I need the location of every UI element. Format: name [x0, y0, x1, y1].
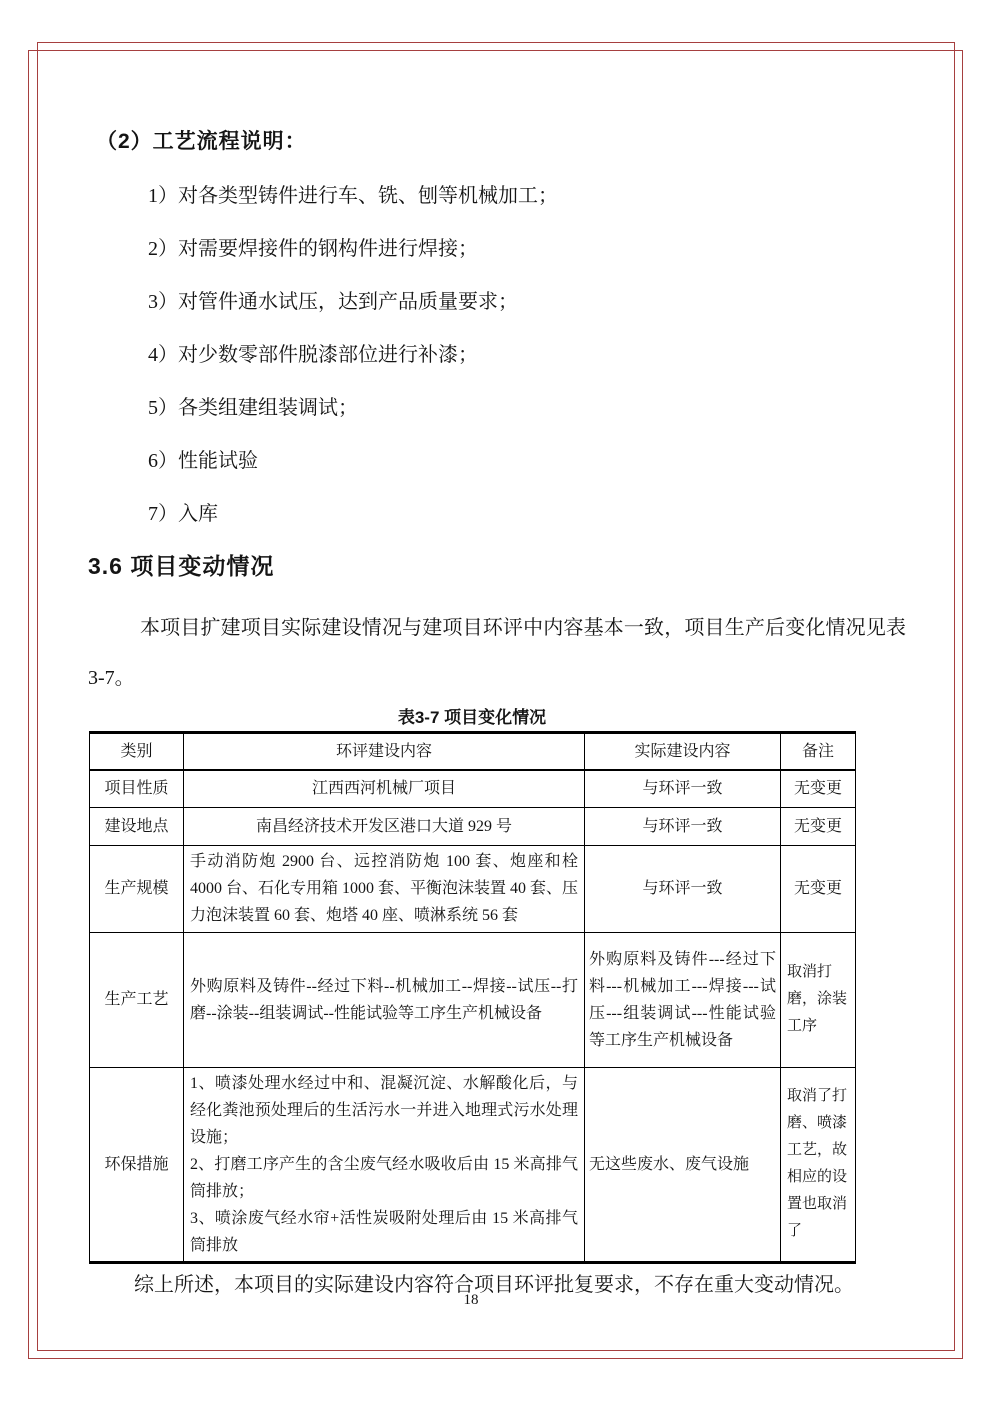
page-number: 18 [463, 1292, 479, 1308]
table-row [90, 807, 856, 845]
conclusion-text: 综上所述，本项目的实际建设内容符合项目环评批复要求，不存在重大变动情况。 [134, 1273, 854, 1296]
eia-measure-item: 1、喷漆处理水经过中和、混凝沉淀、水解酸化后，与经化粪池预处理后的生活污水一并进入地理式污水处理设施； [190, 1074, 578, 1146]
cell-category: 生产工艺 [90, 932, 184, 1067]
project-change-table [89, 731, 856, 1264]
header-actual-content: 实际建设内容 [585, 733, 781, 771]
table-row [90, 845, 856, 932]
eia-measure-item: 3、喷涂废气经水帘+活性炭吸附处理后由 15 米高排气筒排放 [190, 1209, 578, 1254]
cell-eia: 外购原料及铸件--经过下料--机械加工--焊接--试压--打磨--涂装--组装调试--性能试验等工序生产机械设备 [184, 932, 585, 1067]
process-steps-list [88, 183, 908, 527]
cell-remark: 取消了打磨、喷漆工艺，故相应的设置也取消了 [781, 1067, 856, 1262]
page-content [88, 0, 908, 1298]
cell-remark: 无变更 [781, 770, 856, 807]
cell-actual: 与环评一致 [585, 770, 781, 807]
cell-eia: 江西西河机械厂项目 [184, 770, 585, 807]
table-row [90, 932, 856, 1067]
process-step: 7）入库 [148, 503, 218, 525]
cell-remark: 无变更 [781, 845, 856, 932]
header-category: 类别 [90, 733, 184, 771]
cell-remark: 取消打磨，涂装工序 [781, 932, 856, 1067]
process-step: 4）对少数零部件脱漆部位进行补漆； [148, 344, 478, 366]
header-remark: 备注 [781, 733, 856, 771]
table-row [90, 1067, 856, 1262]
section-paragraph: 本项目扩建项目实际建设情况与建项目环评中内容基本一致，项目生产后变化情况见表 3-7。 [88, 617, 906, 689]
header-eia-content: 环评建设内容 [184, 733, 585, 771]
eia-measure-item: 2、打磨工序产生的含尘废气经水吸收后由 15 米高排气筒排放； [190, 1155, 578, 1200]
process-flow-heading: （2）工艺流程说明： [96, 130, 307, 153]
table-row [90, 770, 856, 807]
cell-actual: 外购原料及铸件---经过下料---机械加工---焊接---试压---组装调试---性能试验等工序生产机械设备 [585, 932, 781, 1067]
cell-eia: 南昌经济技术开发区港口大道 929 号 [184, 807, 585, 845]
section-heading-3-6: 3.6 项目变动情况 [88, 553, 275, 579]
process-step: 2）对需要焊接件的钢构件进行焊接； [148, 238, 478, 260]
cell-eia [184, 1067, 585, 1262]
table-caption: 表3-7 项目变化情况 [397, 708, 547, 727]
process-step: 6）性能试验 [148, 450, 258, 472]
cell-actual: 无这些废水、废气设施 [585, 1067, 781, 1262]
process-step: 5）各类组建组装调试； [148, 397, 358, 419]
cell-remark: 无变更 [781, 807, 856, 845]
table-header-row [90, 733, 856, 771]
cell-actual: 与环评一致 [585, 845, 781, 932]
cell-category: 建设地点 [90, 807, 184, 845]
process-step: 3）对管件通水试压，达到产品质量要求； [148, 291, 518, 313]
cell-eia: 手动消防炮 2900 台、远控消防炮 100 套、炮座和栓 4000 台、石化专用箱 1000 套、平衡泡沫装置 40 套、压力泡沫装置 60 套、炮塔 40 座、喷淋系统 56 套 [184, 845, 585, 932]
cell-actual: 与环评一致 [585, 807, 781, 845]
cell-category: 生产规模 [90, 845, 184, 932]
process-step: 1）对各类型铸件进行车、铣、刨等机械加工； [148, 185, 558, 207]
cell-category: 环保措施 [90, 1067, 184, 1262]
cell-category: 项目性质 [90, 770, 184, 807]
